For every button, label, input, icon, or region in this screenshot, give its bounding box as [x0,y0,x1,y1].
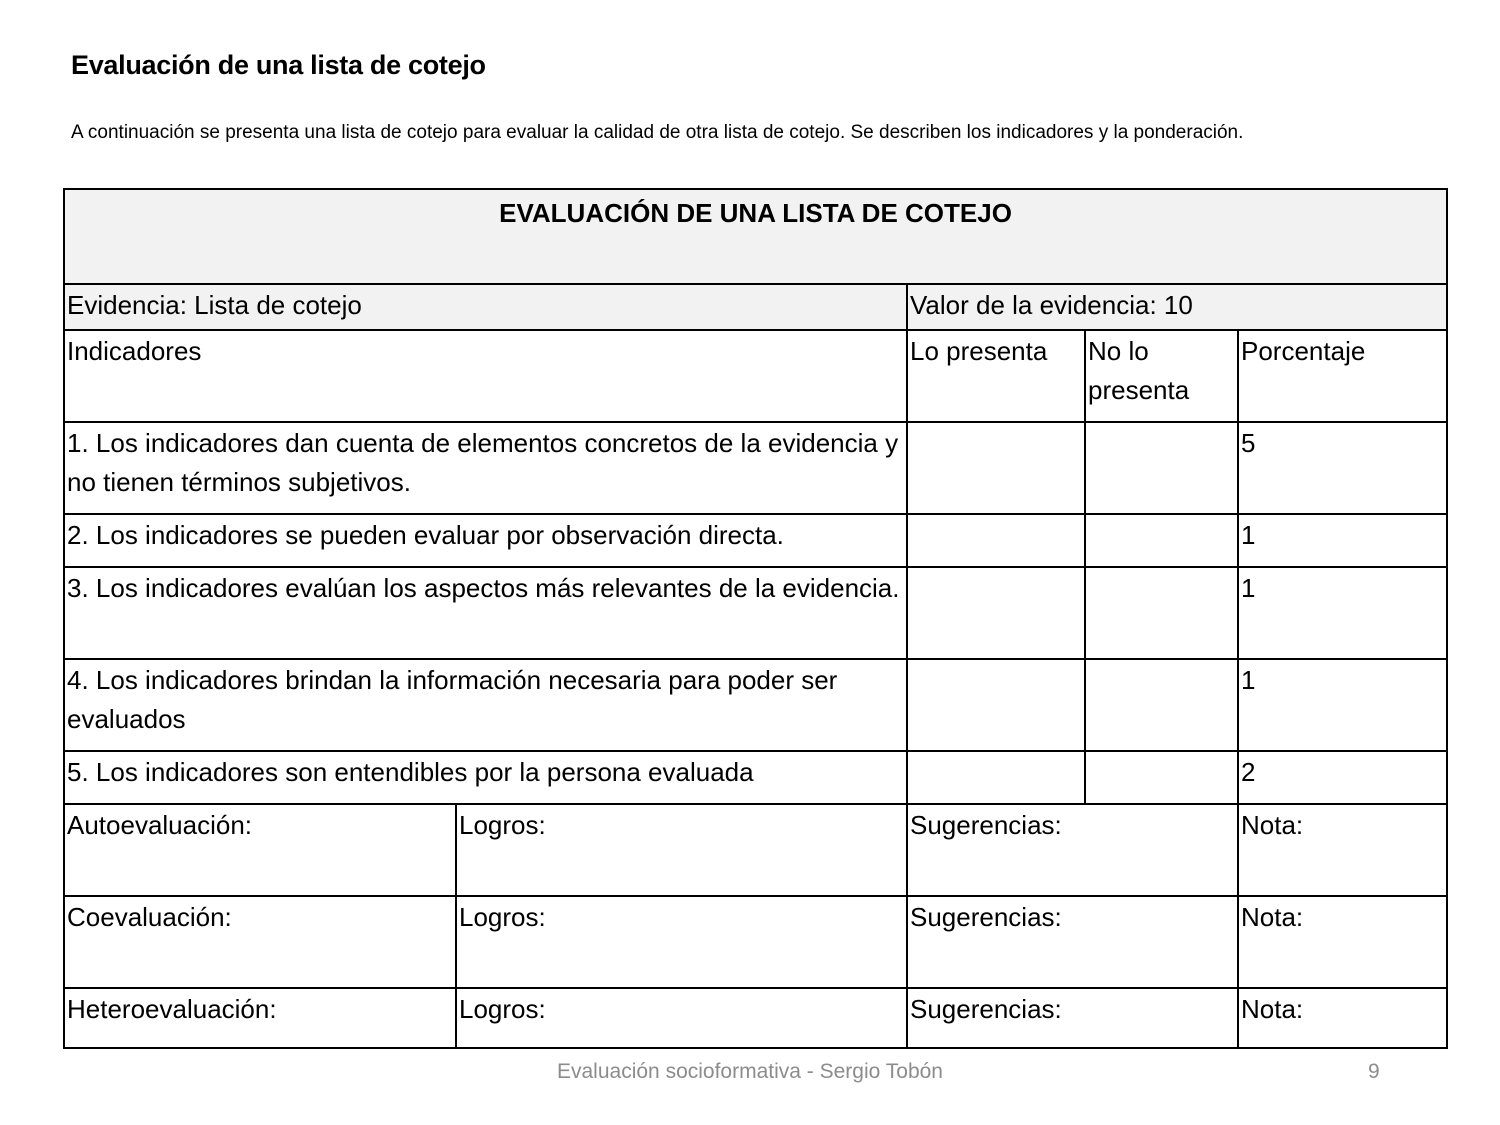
indicator-percentage: 1 [1238,567,1447,659]
indicator-present-cell [907,751,1085,804]
indicator-not-present-cell [1085,751,1238,804]
evaluation-grade: Nota: [1238,896,1447,988]
indicator-percentage: 2 [1238,751,1447,804]
evidence-value-label: Valor de la evidencia: 10 [907,284,1447,330]
indicator-percentage: 1 [1238,514,1447,567]
indicator-text: 1. Los indicadores dan cuenta de elementos concretos de la evidencia y no tienen términos subjetivos. [64,422,907,514]
indicator-not-present-cell [1085,422,1238,514]
indicator-present-cell [907,659,1085,751]
indicator-not-present-cell [1085,567,1238,659]
evidence-label: Evidencia: Lista de cotejo [64,284,907,330]
page-number: 9 [1368,1060,1380,1083]
evaluation-suggestions: Sugerencias: [907,804,1238,896]
evaluation-grade: Nota: [1238,988,1447,1048]
evaluation-suggestions: Sugerencias: [907,896,1238,988]
table-row [64,422,1447,514]
evaluation-suggestions: Sugerencias: [907,988,1238,1048]
indicator-not-present-cell [1085,659,1238,751]
evaluation-row [64,804,1447,896]
indicator-present-cell [907,422,1085,514]
evaluation-achievements: Logros: [456,988,907,1048]
indicator-present-cell [907,514,1085,567]
table-title-row [64,189,1447,284]
page-title: Evaluación de una lista de cotejo [71,50,486,80]
footer-text: Evaluación socioformativa - Sergio Tobón [557,1060,943,1083]
intro-paragraph: A continuación se presenta una lista de cotejo para evaluar la calidad de otra lista de cotejo. Se describen los indicadores y la ponderación. [71,122,1244,143]
evaluation-row [64,896,1447,988]
indicator-percentage: 5 [1238,422,1447,514]
table-row [64,514,1447,567]
table-row [64,659,1447,751]
header-indicators: Indicadores [64,330,907,422]
indicator-not-present-cell [1085,514,1238,567]
evaluation-type: Heteroevaluación: [64,988,456,1048]
header-present: Lo presenta [907,330,1085,422]
evaluation-type: Coevaluación: [64,896,456,988]
header-not-present: No lo presenta [1085,330,1238,422]
checklist-table [63,188,1448,1049]
evaluation-type: Autoevaluación: [64,804,456,896]
table-header-row [64,330,1447,422]
indicator-percentage: 1 [1238,659,1447,751]
indicator-present-cell [907,567,1085,659]
indicator-text: 3. Los indicadores evalúan los aspectos más relevantes de la evidencia. [64,567,907,659]
indicator-text: 5. Los indicadores son entendibles por la persona evaluada [64,751,907,804]
indicator-text: 2. Los indicadores se pueden evaluar por observación directa. [64,514,907,567]
indicator-text: 4. Los indicadores brindan la información necesaria para poder ser evaluados [64,659,907,751]
evaluation-achievements: Logros: [456,804,907,896]
table-title: EVALUACIÓN DE UNA LISTA DE COTEJO [64,189,1447,284]
evaluation-achievements: Logros: [456,896,907,988]
evaluation-row [64,988,1447,1048]
header-percentage: Porcentaje [1238,330,1447,422]
evaluation-grade: Nota: [1238,804,1447,896]
evidence-row [64,284,1447,330]
table-row [64,567,1447,659]
table-row [64,751,1447,804]
